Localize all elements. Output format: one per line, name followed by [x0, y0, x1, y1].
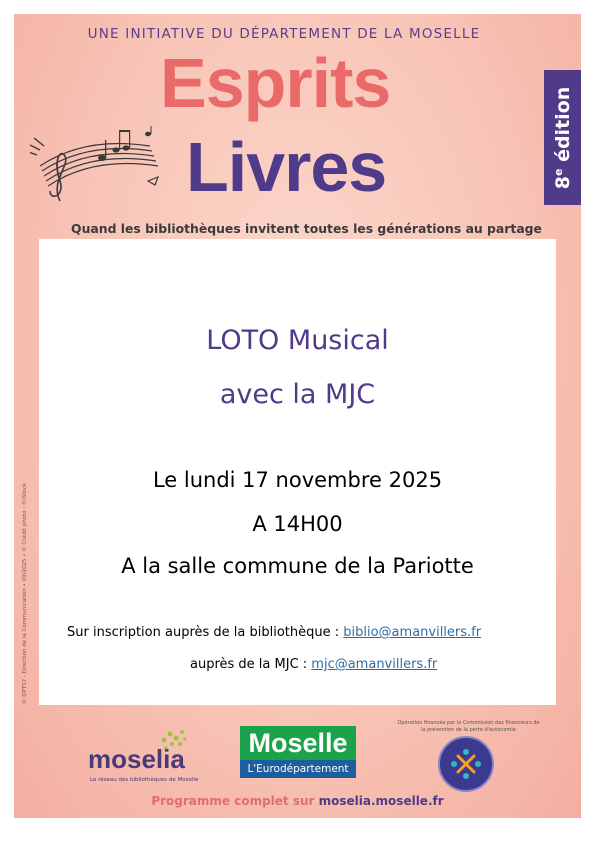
programme-url[interactable]: moselia.moselle.fr: [318, 794, 444, 808]
mjc-email-link[interactable]: mjc@amanvillers.fr: [311, 657, 438, 672]
music-notes-icon: [30, 126, 160, 216]
edition-suffix: e: [551, 168, 565, 176]
moselle-logo: [240, 726, 356, 778]
registration-library: [67, 625, 481, 640]
tagline: Quand les bibliothèques invitent toutes les générations au partage: [71, 221, 542, 236]
moselia-logo: [84, 726, 214, 786]
photo-credit: © DPTS7 - Direction de la Communication • 09/2025 • © Crédit photo : ©iStock: [22, 482, 28, 704]
event-card: [39, 239, 556, 705]
registration-library-label: Sur inscription auprès de la bibliothèque :: [67, 625, 344, 640]
conference-badge-icon: [438, 736, 494, 792]
moselia-name: moselia: [88, 744, 185, 774]
edition-word: édition: [551, 86, 574, 169]
title-esprits: Esprits: [160, 44, 391, 122]
programme-link-text: [14, 794, 581, 808]
library-email-link[interactable]: biblio@amanvillers.fr: [343, 625, 482, 640]
event-date: Le lundi 17 novembre 2025: [152, 468, 443, 492]
event-time: A 14H00: [252, 512, 343, 536]
event-title-line2: avec la MJC: [219, 379, 376, 410]
registration-mjc: [190, 657, 437, 672]
edition-label: [551, 86, 573, 189]
moselia-tagline: Le réseau des bibliothèques de Moselle: [90, 777, 199, 783]
registration-mjc-label: auprès de la MJC :: [190, 657, 312, 672]
poster: [14, 14, 581, 818]
edition-number: 8: [551, 175, 574, 189]
programme-prefix: Programme complet sur: [151, 794, 319, 808]
title-livres: Livres: [186, 128, 387, 206]
edition-badge: [544, 70, 581, 205]
funding-text: Opération financée par la Commission des financeurs de la prévention de la perte d'autonomie: [397, 720, 540, 733]
event-place: A la salle commune de la Pariotte: [121, 554, 474, 578]
moselle-logo-name: Moselle: [240, 726, 356, 760]
moselle-logo-subtitle: L'Eurodépartement: [240, 760, 356, 778]
event-title-line1: LOTO Musical: [206, 325, 389, 356]
initiative-text: UNE INITIATIVE DU DÉPARTEMENT DE LA MOSELLE: [87, 26, 481, 42]
